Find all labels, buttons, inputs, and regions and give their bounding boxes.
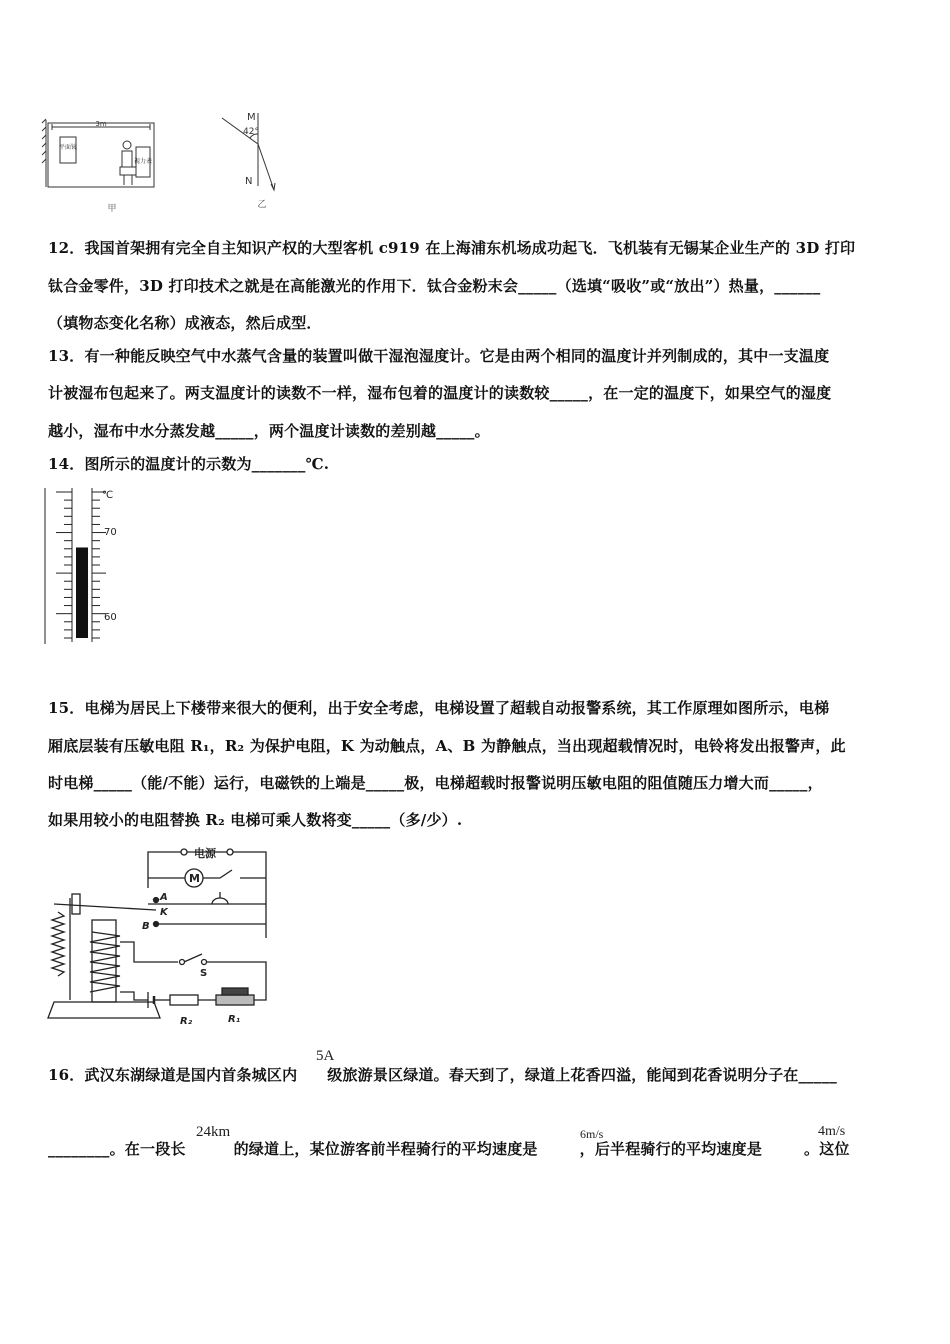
q16-sup-4ms: 4m/s <box>818 1124 846 1139</box>
q16-sup-5a: 5A <box>316 1048 335 1064</box>
q16-line1 <box>48 1064 837 1085</box>
q16-sup-6ms: 6m/s <box>580 1127 604 1141</box>
circuit-label-k: K <box>160 907 168 918</box>
label-n: N <box>245 176 253 187</box>
q13-line2: 计被湿布包起来了。两支温度计的读数不一样，湿布包着的温度计的读数较_____，在一定的温度下，如果空气的湿度 <box>48 384 832 402</box>
q15-line2: 厢底层装有压敏电阻 R₁，R₂ 为保护电阻，K 为动触点，A、B 为静触点，当出现超载情况时，电铃将发出报警声，此 <box>48 737 846 755</box>
tick-70: 70 <box>104 527 117 538</box>
figure-jia <box>40 115 165 215</box>
mercury-column <box>76 547 88 638</box>
angle-label: 42° <box>243 127 259 137</box>
q16-line2d: 。这位 <box>804 1140 850 1158</box>
circuit-motor-label: M <box>189 872 200 885</box>
unit-label: ℃ <box>102 490 114 501</box>
q16-line2 <box>48 1138 850 1159</box>
q15-line1: 15．电梯为居民上下楼带来很大的便利，出于安全考虑，电梯设置了超载自动报警系统，其工作原理如图所示，电梯 <box>48 699 830 717</box>
circuit-label-r1: R₁ <box>228 1014 241 1025</box>
q16-sup-24km: 24km <box>196 1124 231 1140</box>
distance-label: 3m <box>95 120 107 128</box>
caption-yi: 乙 <box>257 200 267 210</box>
tick-60: 60 <box>104 612 117 623</box>
thermometer-figure <box>42 486 132 646</box>
q12-line1: 12．我国首架拥有完全自主知识产权的大型客机 c919 在上海浦东机场成功起飞．飞机装有无锡某企业生产的 3D 打印 <box>48 239 856 257</box>
q15-line4: 如果用较小的电阻替换 R₂ 电梯可乘人数将变_____（多/少）. <box>48 811 463 829</box>
q12-line2: 钛合金零件，3D 打印技术之就是在高能激光的作用下．钛合金粉末会_____（选填“吸收”或“放出”）热量，______ <box>48 277 821 295</box>
q13-line1: 13．有一种能反映空气中水蒸气含量的装置叫做干湿泡湿度计。它是由两个相同的温度计并列制成的，其中一支温度 <box>48 347 830 365</box>
q12-line3: （填物态变化名称）成液态，然后成型． <box>48 314 322 332</box>
q15-line3: 时电梯_____（能/不能）运行，电磁铁的上端是_____极，电梯超载时报警说明压敏电阻的阻值随压力增大而_____， <box>48 774 823 792</box>
circuit-label-b: B <box>142 921 150 932</box>
figure-yi <box>210 108 290 212</box>
circuit-label-r2: R₂ <box>180 1016 193 1027</box>
q13-line3: 越小，湿布中水分蒸发越_____，两个温度计读数的差别越_____。 <box>48 422 490 440</box>
label-m: M <box>247 112 256 123</box>
mirror-label: 平面镜 <box>58 144 78 151</box>
q16-line1a: 16．武汉东湖绿道是国内首条城区内 <box>48 1066 298 1084</box>
caption-jia: 甲 <box>107 204 117 214</box>
q16-line2a: ________。在一段长 <box>48 1140 186 1158</box>
q16-line1b: 级旅游景区绿道。春天到了，绿道上花香四溢，能闻到花香说明分子在_____ <box>327 1066 837 1084</box>
q14-line1: 14．图所示的温度计的示数为_______℃. <box>48 455 330 473</box>
q16-line2b: 的绿道上，某位游客前半程骑行的平均速度是 <box>233 1140 538 1158</box>
circuit-figure <box>44 842 276 1030</box>
q16-line2c: ，后半程骑行的平均速度是 <box>579 1140 763 1158</box>
circuit-label-s: S <box>200 968 208 979</box>
chart-label: 视力表 <box>133 158 153 165</box>
circuit-label-a: A <box>160 892 168 903</box>
circuit-power-label: 电源 <box>194 847 216 860</box>
